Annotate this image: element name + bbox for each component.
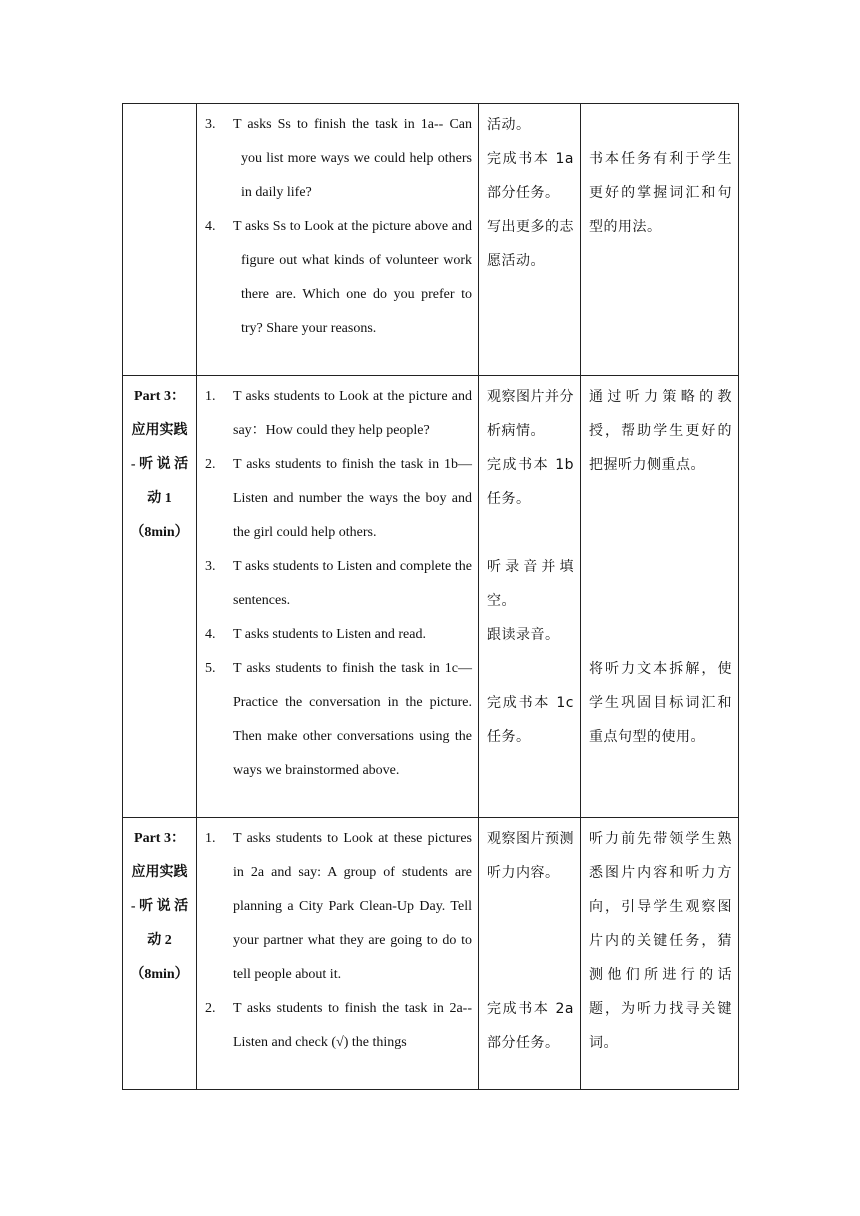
step-item [203,992,472,1060]
stage-cell [123,104,197,376]
step-text: T asks students to Look at these pictures in 2a and say: A group of students are planning a City Park Clean-Up Day. Tell your partner what they are going to do to tell people about it. [233,831,472,982]
step-text: T asks Ss to Look at the picture above and figure out what kinds of volunteer work there are. Which one do you prefer to try? Share your reasons. [233,219,472,336]
table-row [123,376,739,818]
student-activity-text: 听录音并填空。 [487,559,574,609]
step-text: T asks students to finish the task in 1b—Listen and number the ways the boy and the girl could help others. [233,457,472,540]
teacher-steps-cell [197,818,479,1090]
student-activity-text: 活动。 [487,117,531,133]
student-activity-text: 完成书本 1a 部分任务。 [487,151,574,201]
stage-label: - 听 说 活 [130,457,189,472]
step-text: T asks Ss to finish the task in 1a-- Can you list more ways we could help others in daily life? [233,117,472,200]
stage-label: 应用实践 [131,423,188,438]
stage-duration: （8min） [130,525,189,540]
student-activity-text: 跟读录音。 [487,627,560,643]
step-number: 2. [205,457,216,472]
student-activity-text: 写出更多的志愿活动。 [487,219,574,269]
step-item [203,448,472,550]
student-activity-text: 完成书本 1c 任务。 [487,695,574,745]
step-text: T asks students to finish the task in 2a-- Listen and check (√) the things [233,1001,472,1050]
design-intent-text: 书本任务有利于学生更好的掌握词汇和句型的用法。 [589,151,732,235]
stage-label: - 听 说 活 [130,899,189,914]
step-item [203,210,472,346]
design-intent-text: 听力前先带领学生熟悉图片内容和听力方向，引导学生观察图片内的关键任务，猜测他们所进行的话题，为听力找寻关键词。 [589,831,732,1051]
step-text: T asks students to finish the task in 1c—Practice the conversation in the picture. Then make other conversations using the ways we brainstormed above. [233,661,472,778]
teacher-steps-cell [197,104,479,376]
step-number: 2. [205,1001,216,1016]
design-intent-text: 通过听力策略的教授，帮助学生更好的把握听力侧重点。 [589,389,732,473]
step-item [203,652,472,788]
step-number: 3. [205,559,216,574]
table-row [123,104,739,376]
step-text: T asks students to Listen and complete the sentences. [233,559,472,608]
step-item [203,108,472,210]
stage-label: Part 3： [134,389,185,404]
stage-cell [123,818,197,1090]
stage-duration: （8min） [130,967,189,982]
step-text: T asks students to Look at the picture and say：How could they help people? [233,389,472,438]
step-item [203,550,472,618]
student-activity-text: 完成书本 2a 部分任务。 [487,1001,574,1051]
step-number: 4. [205,627,216,642]
stage-label: Part 3： [134,831,185,846]
design-intent-text: 将听力文本拆解，使学生巩固目标词汇和重点句型的使用。 [589,661,732,745]
step-number: 1. [205,831,216,846]
step-number: 3. [205,117,216,132]
table-row [123,818,739,1090]
teacher-steps-cell [197,376,479,818]
design-intent-cell [581,376,739,818]
stage-cell [123,376,197,818]
student-activity-cell [479,818,581,1090]
step-text: T asks students to Listen and read. [233,627,426,642]
design-intent-cell [581,104,739,376]
student-activity-text: 观察图片并分析病情。 [487,389,574,439]
step-number: 4. [205,219,216,234]
stage-label: 应用实践 [131,865,188,880]
stage-label: 动 1 [147,491,172,506]
design-intent-cell [581,818,739,1090]
student-activity-cell [479,104,581,376]
lesson-plan-table [122,103,739,1090]
stage-label: 动 2 [147,933,172,948]
step-item [203,618,472,652]
step-number: 1. [205,389,216,404]
student-activity-text: 观察图片预测听力内容。 [487,831,574,881]
step-item [203,822,472,992]
step-item [203,380,472,448]
student-activity-cell [479,376,581,818]
student-activity-text: 完成书本 1b 任务。 [487,457,574,507]
step-number: 5. [205,661,216,676]
